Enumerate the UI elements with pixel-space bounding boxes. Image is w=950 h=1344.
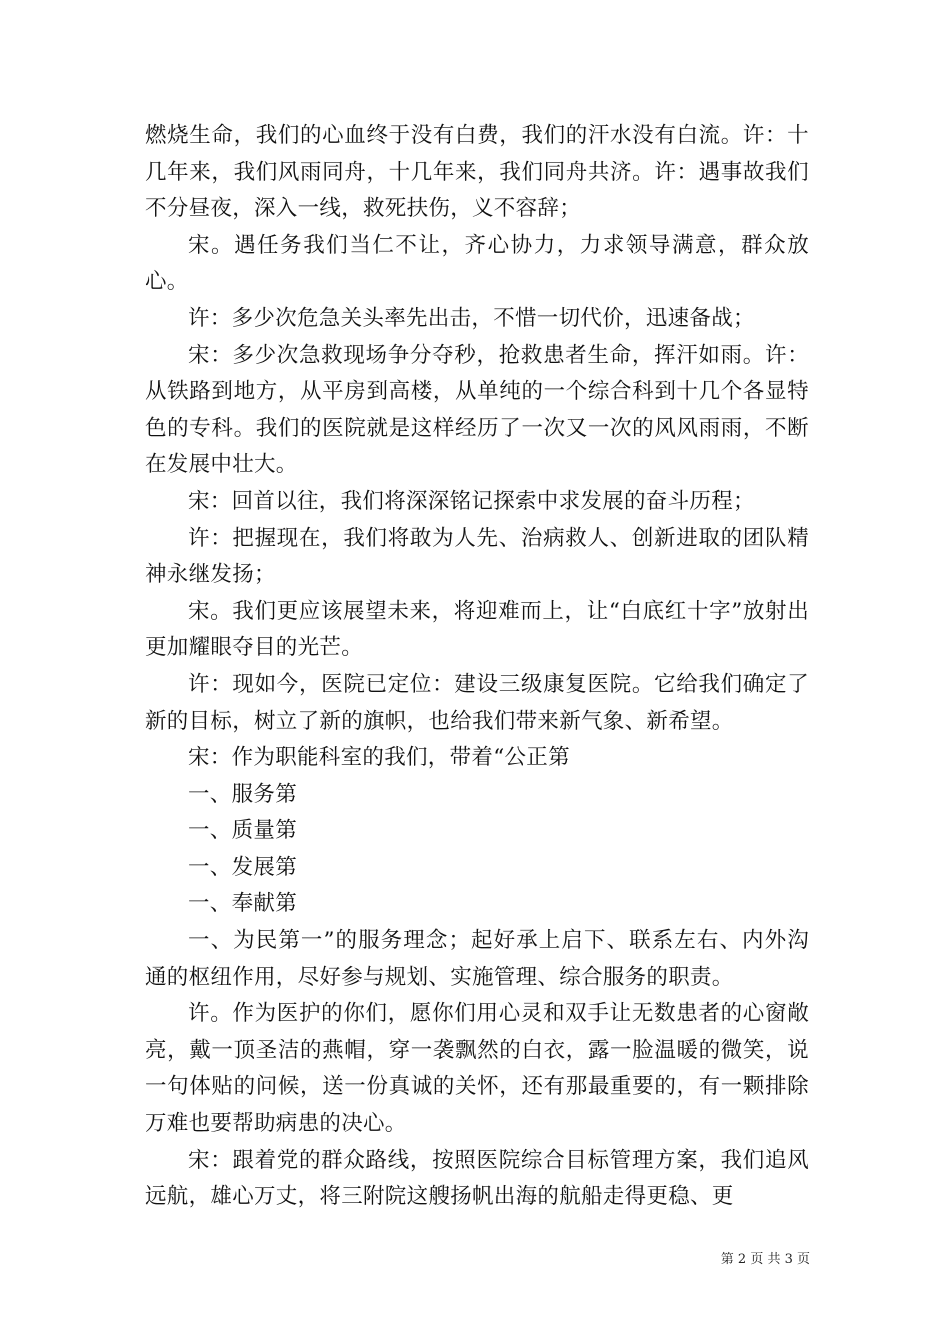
paragraph: 宋：作为职能科室的我们，带着“公正第 [188,745,570,771]
paragraph: 宋：多少次急救现场争分夺秒，抢救患者生命，挥汗如雨。许：从铁路到地方，从平房到高楼，从单纯的一个综合科到十几个各显特色的专科。我们的医院就是这样经历了一次又一次的风风雨雨，不断在发展中壮大。 [145,342,809,478]
paragraph: 一、为民第一”的服务理念；起好承上启下、联系左右、内外沟通的枢纽作用，尽好参与规划、实施管理、综合服务的职责。 [145,928,809,990]
paragraph: 许：把握现在，我们将敢为人先、治病救人、创新进取的团队精神永继发扬； [145,525,809,588]
list-item: 一、服务第 [188,781,298,807]
page-footer: 第 2 页 共 3 页 [720,1252,810,1267]
paragraph: 宋：回首以往，我们将深深铭记探索中求发展的奋斗历程； [188,488,755,514]
paragraph: 许：现如今，医院已定位：建设三级康复医院。它给我们确定了新的目标，树立了新的旗帜，也给我们带来新气象、新希望。 [145,671,809,734]
paragraph: 许。作为医护的你们，愿你们用心灵和双手让无数患者的心窗敞亮，戴一顶圣洁的燕帽，穿一袭飘然的白衣，露一脸温暖的微笑，说一句体贴的问候，送一份真诚的关怀，还有那最重要的，有一颗排除万难也要帮助病患的决心。 [145,1001,809,1137]
paragraph: 宋。我们更应该展望未来，将迎难而上，让“白底红十字”放射出更加耀眼夺目的光芒。 [145,598,809,661]
list-item: 一、发展第 [188,854,298,880]
document-body [145,118,809,1216]
paragraph: 燃烧生命，我们的心血终于没有白费，我们的汗水没有白流。许：十几年来，我们风雨同舟，十几年来，我们同舟共济。许：遇事故我们不分昼夜，深入一线，救死扶伤，义不容辞； [145,123,809,222]
paragraph: 宋。遇任务我们当仁不让，齐心协力，力求领导满意，群众放心。 [145,232,809,295]
list-item: 一、质量第 [188,818,298,844]
list-item: 一、奉献第 [188,891,298,917]
paragraph: 宋：跟着党的群众路线，按照医院综合目标管理方案，我们追风远航，雄心万丈，将三附院这艘扬帆出海的航船走得更稳、更 [145,1147,809,1210]
paragraph: 许：多少次危急关头率先出击，不惜一切代价，迅速备战； [188,305,755,331]
